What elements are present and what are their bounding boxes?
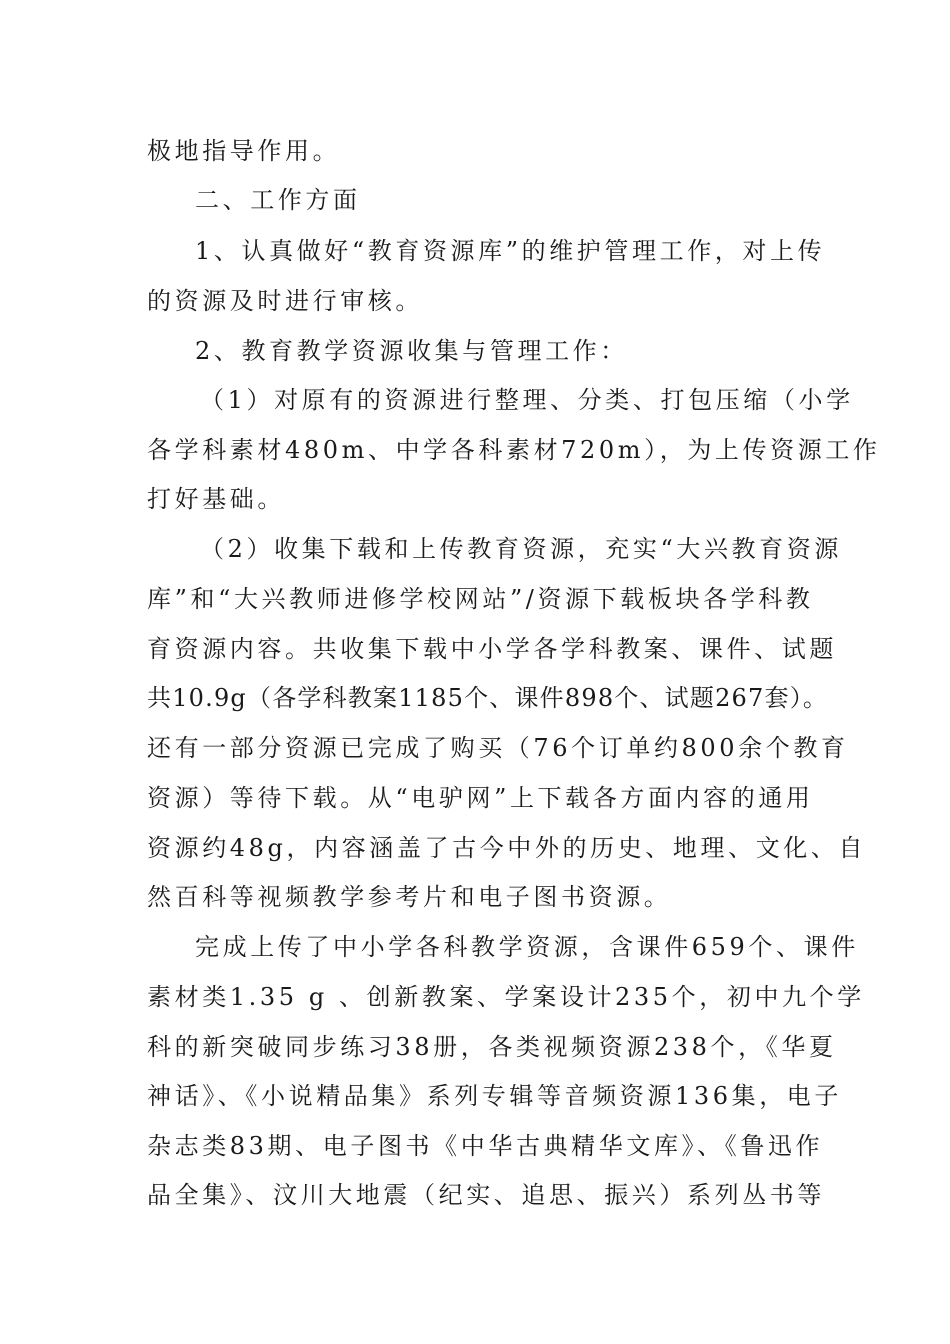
text-line: 的资源及时进行审核。: [147, 287, 423, 315]
text-line: 库”和“大兴教师进修学校网站”/资源下载板块各学科教: [147, 585, 814, 613]
text-line: 神话》、《小说精品集》系列专辑等音频资源136集，电子: [147, 1082, 843, 1110]
section-heading: 二、工作方面: [195, 186, 361, 214]
text-line: 育资源内容。共收集下载中小学各学科教案、课件、试题: [147, 635, 837, 663]
text-line: 共10.9g（各学科教案1185个、课件898个、试题267套）。: [147, 684, 829, 712]
text-line: （1）对原有的资源进行整理、分类、打包压缩（小学: [200, 386, 854, 414]
text-line: 完成上传了中小学各科教学资源，含课件659个、课件: [195, 933, 859, 961]
text-line: 素材类1.35 g 、创新教案、学案设计235个，初中九个学: [147, 983, 865, 1011]
text-line: 科的新突破同步练习38册，各类视频资源238个，《华夏: [147, 1033, 837, 1061]
text-line: 2、教育教学资源收集与管理工作：: [195, 337, 628, 365]
text-line: 极地指导作用。: [147, 137, 341, 165]
text-line: 杂志类83期、电子图书《中华古典精华文库》、《鲁迅作: [147, 1132, 824, 1160]
text-line: 资源）等待下载。从“电驴网”上下载各方面内容的通用: [147, 784, 814, 812]
text-line: 打好基础。: [147, 485, 285, 513]
text-line: 品全集》、汶川大地震（纪实、追思、振兴）系列丛书等: [147, 1181, 825, 1209]
text-line: 资源约48g，内容涵盖了古今中外的历史、地理、文化、自: [147, 834, 867, 862]
text-line: 1、认真做好“教育资源库”的维护管理工作，对上传: [195, 237, 826, 265]
text-line: 还有一部分资源已完成了购买（76个订单约800余个教育: [147, 734, 849, 762]
text-line: 然百科等视频教学参考片和电子图书资源。: [147, 883, 672, 911]
text-line: 各学科素材480m、中学各科素材720m），为上传资源工作: [147, 436, 881, 464]
text-line: （2）收集下载和上传教育资源，充实“大兴教育资源: [200, 535, 842, 563]
